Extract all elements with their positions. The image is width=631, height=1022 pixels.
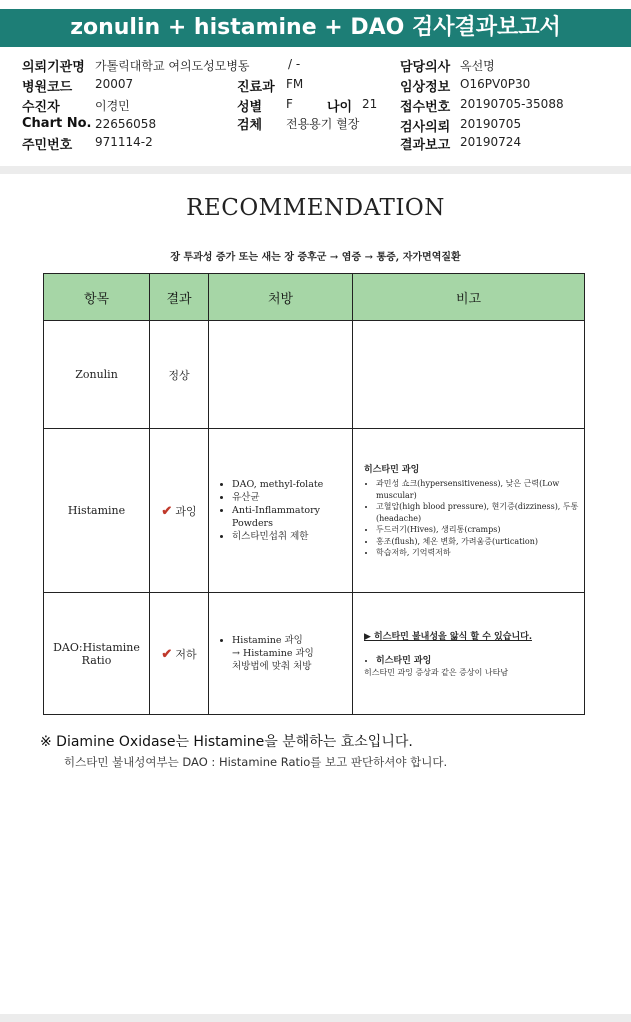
rrn-value: 971114-2 — [95, 135, 153, 149]
prescription-line: Histamine 과잉 — [232, 635, 303, 646]
recommendation-subtitle: 장 투과성 증가 또는 새는 장 증후군 → 염증 → 통증, 자가면역질환 — [170, 252, 461, 263]
prescription-cell — [209, 321, 353, 429]
remarks-cell — [353, 593, 585, 715]
item-cell: Histamine — [44, 429, 150, 593]
result-cell — [150, 429, 209, 593]
table-row — [44, 593, 585, 715]
result-cell: 정상 — [150, 321, 209, 429]
dept-value: FM — [286, 77, 304, 91]
report-label: 결과보고 — [400, 138, 451, 153]
remarks-item: • 홍조(flush), 체온 변화, 가려움증(urtication) — [376, 536, 583, 548]
chart-value: 22656058 — [95, 117, 157, 131]
table-row — [44, 429, 585, 593]
report-value: 20190724 — [460, 135, 522, 149]
prescription-item: • 유산균 — [232, 491, 351, 504]
remarks-item: • 학습저하, 기억력저하 — [376, 547, 583, 559]
doctor-label: 담당의사 — [400, 60, 451, 75]
check-icon: ✔ — [161, 646, 173, 662]
remarks-heading: 히스타민 과잉 — [364, 465, 420, 476]
sex-label: 성별 — [237, 100, 263, 115]
result-value: 과잉 — [175, 504, 197, 518]
specimen-value: 전용용기 혈장 — [286, 117, 360, 131]
header-prescription: 처방 — [209, 274, 353, 321]
remarks-item: • 과민성 쇼크(hypersensitiveness), 낮은 근력(Low muscular) — [376, 478, 583, 501]
header-remarks: 비고 — [353, 274, 585, 321]
specimen-label: 검체 — [237, 118, 263, 133]
sex-value: F — [286, 97, 293, 111]
remarks-heading: • 히스타민 과잉 — [376, 656, 583, 668]
dept-label: 진료과 — [237, 80, 275, 95]
patient-info-block — [0, 52, 631, 164]
prescription-cell — [209, 593, 353, 715]
prescription-line: 처방법에 맞춰 처방 — [232, 661, 312, 672]
footnote-sub: 히스타민 불내성여부는 DAO : Histamine Ratio를 보고 판단하셔야 합니다. — [64, 755, 448, 769]
rrn-label: 주민번호 — [22, 138, 73, 153]
table-header-row — [44, 274, 585, 321]
header-result: 결과 — [150, 274, 209, 321]
prescription-item: • Anti-Inflammatory Powders — [232, 504, 351, 530]
remarks-cell — [353, 321, 585, 429]
prescription-line: → Histamine 과잉 — [232, 648, 314, 659]
patient-value: 이경민 — [95, 99, 130, 113]
item-cell: Zonulin — [44, 321, 150, 429]
item-cell: DAO:Histamine Ratio — [44, 593, 150, 715]
report-title: zonulin + histamine + DAO 검사결과보고서 — [0, 9, 631, 47]
recommendation-title: RECOMMENDATION — [186, 195, 445, 221]
remarks-cell — [353, 429, 585, 593]
check-icon: ✔ — [161, 503, 173, 519]
prescription-item: • DAO, methyl-folate — [232, 478, 351, 491]
chart-label: Chart No. — [22, 116, 92, 131]
clinical-label: 임상정보 — [400, 80, 451, 95]
hospital-code-value: 20007 — [95, 77, 134, 91]
org-value: 가톨릭대학교 여의도성모병동 — [95, 59, 250, 73]
table-row — [44, 321, 585, 429]
org-label: 의뢰기관명 — [22, 60, 85, 75]
request-label: 검사의뢰 — [400, 120, 451, 135]
prescription-item: • 히스타민섭취 제한 — [232, 530, 351, 543]
receipt-value: 20190705-35088 — [460, 97, 564, 111]
request-value: 20190705 — [460, 117, 522, 131]
remarks-item: • 두드러기(Hives), 생리통(cramps) — [376, 524, 583, 536]
remarks-item: • 고혈압(high blood pressure), 현기증(dizziness), 두통(headache) — [376, 501, 583, 524]
org-slash: / - — [288, 57, 301, 71]
warning-text: ▶ 히스타민 불내성을 앓식 할 수 있습니다. — [364, 631, 532, 642]
result-cell — [150, 593, 209, 715]
recommendation-table — [43, 273, 585, 715]
prescription-cell — [209, 429, 353, 593]
receipt-label: 접수번호 — [400, 100, 451, 115]
patient-label: 수진자 — [22, 100, 60, 115]
hospital-code-label: 병원코드 — [22, 80, 73, 95]
age-label: 나이 — [327, 100, 353, 115]
prescription-item — [232, 634, 351, 673]
age-value: 21 — [362, 97, 378, 111]
bottom-divider — [0, 1014, 631, 1022]
doctor-value: 옥선명 — [460, 59, 495, 73]
clinical-value: O16PV0P30 — [460, 77, 531, 91]
remarks-text: 히스타민 과잉 증상과 같은 증상이 나타남 — [364, 668, 509, 678]
result-value: 저하 — [175, 647, 197, 661]
header-item: 항목 — [44, 274, 150, 321]
footnote-main: ※ Diamine Oxidase는 Histamine을 분해하는 효소입니다. — [40, 734, 413, 750]
section-divider — [0, 166, 631, 174]
